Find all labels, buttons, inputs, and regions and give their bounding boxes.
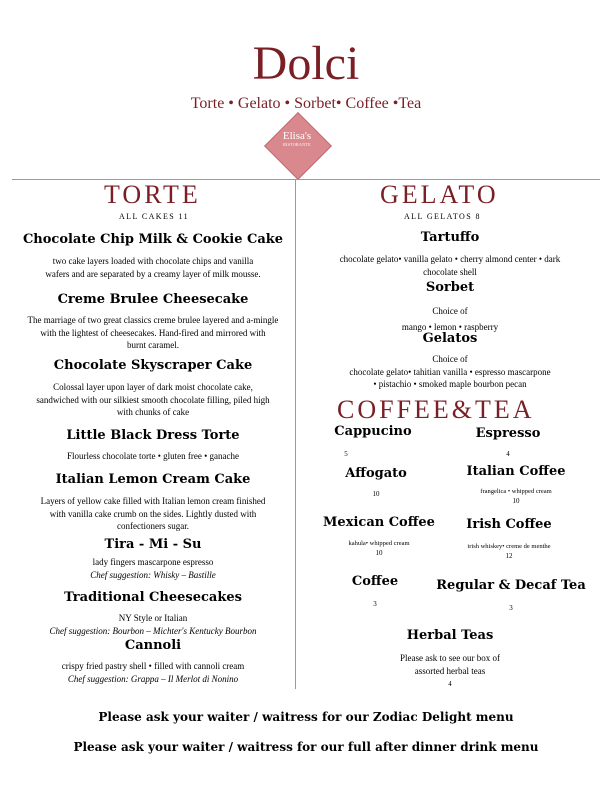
gelato-section-title: GELATO (380, 180, 499, 209)
menu-item-price: 10 (372, 490, 380, 498)
menu-item-name: Regular & Decaf Tea (436, 578, 586, 593)
menu-item-name: Cannoli (124, 638, 182, 653)
coffee-section-title: COFFEE&TEA (337, 395, 535, 424)
menu-item-name: Sorbet (425, 280, 475, 295)
torte-price-note: ALL CAKES 11 (119, 212, 189, 221)
divider-vertical (295, 179, 296, 689)
menu-item-price: 4 (506, 450, 510, 458)
menu-item-name: Espresso (475, 426, 541, 441)
menu-item-name: Herbal Teas (406, 628, 494, 643)
menu-item-desc: Layers of yellow cake filled with Italian lemon cream finished with vanilla cake crumb on the sides. Lightly dusted with confectioners sugar. (40, 496, 266, 531)
menu-item-name: Gelatos (422, 331, 478, 346)
menu-item-desc: NY Style or Italian Chef suggestion: Bourbon – Michter's Kentucky Bourbon (49, 613, 257, 636)
menu-item-name: Tartuffo (420, 230, 480, 245)
torte-section-title: TORTE (104, 180, 201, 209)
page-title: Dolci (252, 37, 360, 90)
menu-item-desc: chocolate gelato• vanilla gelato • cherry almond center • dark chocolate shell (339, 254, 561, 277)
footer-note-zodiac: Please ask your waiter / waitress for our Zodiac Delight menu (98, 710, 514, 724)
logo-text: Elisa's RISTORANTE (282, 130, 312, 147)
menu-item-desc: irish whiskey• creme de menthe (467, 543, 551, 550)
menu-item-name: Italian Lemon Cream Cake (55, 472, 251, 487)
page-subtitle: Torte • Gelato • Sorbet• Coffee •Tea (190, 95, 422, 112)
menu-item-name: Chocolate Chip Milk & Cookie Cake (22, 232, 284, 247)
menu-item-name: Mexican Coffee (323, 515, 435, 530)
divider-horizontal (12, 179, 600, 180)
menu-item-name: Creme Brulee Cheesecake (57, 292, 249, 307)
menu-item-desc: The marriage of two great classics creme brulee layered and a-mingle with the lightest of cheesecakes. Hand-fired and mirrored with burnt caramel. (27, 315, 279, 350)
menu-item-price: 3 (373, 600, 377, 608)
menu-item-desc: Flourless chocolate torte • gluten free • ganache (67, 451, 239, 461)
menu-item-name: Chocolate Skyscraper Cake (53, 358, 253, 373)
menu-item-price: 10 (375, 549, 383, 557)
menu-item-price: 4 (448, 680, 452, 688)
footer-note-drinks: Please ask your waiter / waitress for our full after dinner drink menu (73, 740, 539, 754)
menu-item-name: Cappucino (334, 424, 412, 439)
menu-item-name: Tira - Mi - Su (104, 537, 202, 552)
menu-item-desc: Please ask to see our box of assorted herbal teas (400, 653, 500, 676)
menu-item-desc: two cake layers loaded with chocolate chips and vanilla wafers and are separated by a creamy layer of milk mousse. (45, 256, 261, 279)
gelato-price-note: ALL GELATOS 8 (404, 212, 481, 221)
menu-item-price: 3 (509, 604, 513, 612)
menu-item-name: Irish Coffee (466, 517, 552, 532)
menu-item-name: Coffee (351, 574, 399, 589)
menu-item-price: 5 (344, 450, 348, 458)
menu-item-price: 10 (512, 497, 520, 505)
menu-item-name: Traditional Cheesecakes (64, 590, 242, 605)
menu-item-desc: Choice of chocolate gelato• tahitian vanilla • espresso mascarpone • pistachio • smoked maple bourbon pecan (349, 354, 551, 389)
menu-item-price: 12 (505, 552, 513, 560)
menu-item-desc: crispy fried pastry shell • filled with cannoli cream Chef suggestion: Grappa – Il Merlot di Nonino (61, 661, 245, 684)
menu-item-desc: Colossal layer upon layer of dark moist chocolate cake, sandwiched with our silkiest smooth chocolate filling, piled high with chunks of cake (36, 382, 270, 417)
menu-item-name: Little Black Dress Torte (66, 428, 240, 443)
menu-item-desc: frangelica • whipped cream (480, 488, 552, 495)
menu-item-desc: lady fingers mascarpone espresso Chef suggestion: Whisky – Bastille (90, 557, 216, 580)
menu-item-desc: kahula• whipped cream (348, 540, 410, 547)
menu-item-desc: Choice of mango • lemon • raspberry (401, 306, 499, 332)
menu-item-name: Italian Coffee (466, 464, 566, 479)
menu-item-name: Affogato (345, 466, 407, 481)
